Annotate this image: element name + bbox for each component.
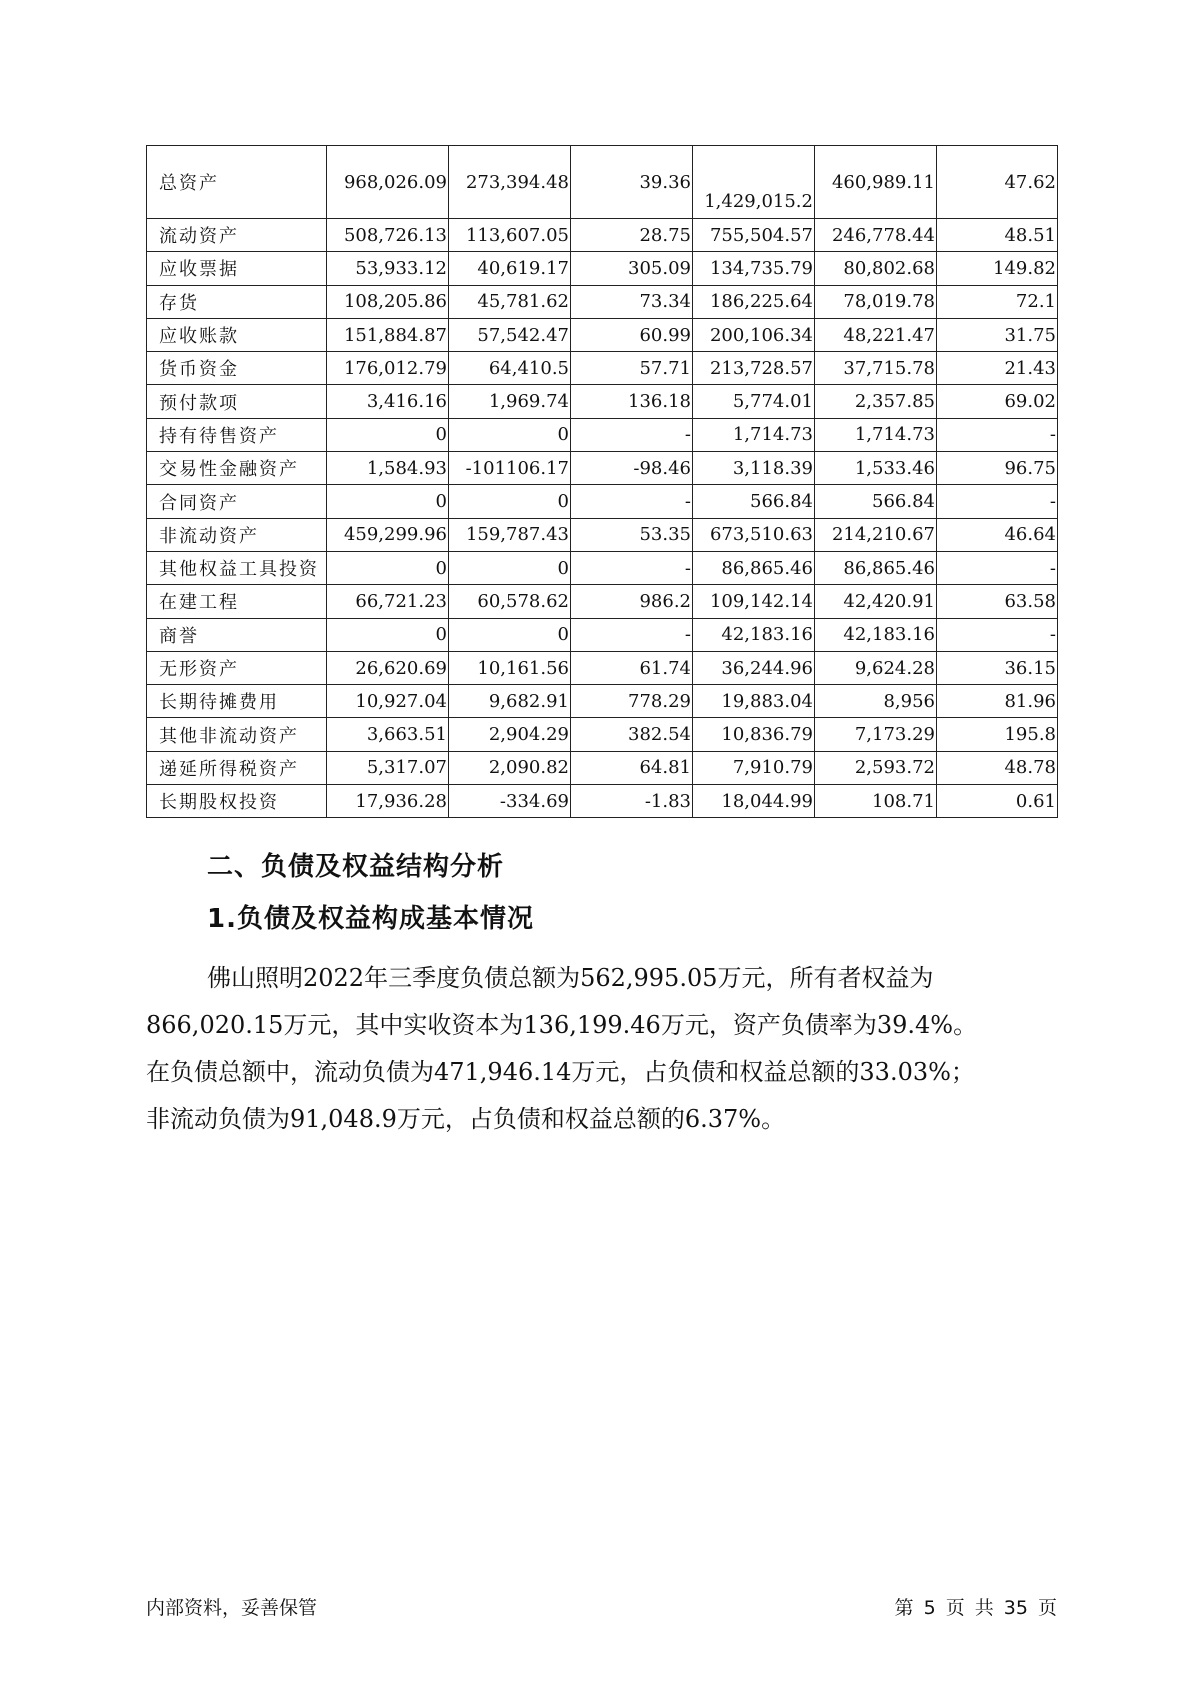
table-cell: 159,787.43 xyxy=(449,518,571,551)
table-cell: 57.71 xyxy=(571,352,693,385)
table-cell: 36.15 xyxy=(937,651,1058,684)
table-cell: 0 xyxy=(449,618,571,651)
row-label: 交易性金融资产 xyxy=(147,452,327,485)
row-label: 在建工程 xyxy=(147,585,327,618)
body-paragraph xyxy=(146,955,1057,1143)
asset-table xyxy=(146,145,1058,818)
table-cell: 195.8 xyxy=(937,718,1058,751)
table-cell: 78,019.78 xyxy=(815,285,937,318)
table-cell: 2,357.85 xyxy=(815,385,937,418)
table-cell: 200,106.34 xyxy=(693,318,815,351)
row-label: 长期待摊费用 xyxy=(147,685,327,718)
table-cell: 36,244.96 xyxy=(693,651,815,684)
table-cell: 1,429,015.2 xyxy=(693,146,815,219)
table-cell: 0 xyxy=(327,418,449,451)
table-cell: - xyxy=(571,418,693,451)
row-label: 总资产 xyxy=(147,146,327,219)
table-row xyxy=(147,418,1058,451)
table-cell: 42,183.16 xyxy=(815,618,937,651)
table-row xyxy=(147,385,1058,418)
table-cell: 10,836.79 xyxy=(693,718,815,751)
table-cell: 176,012.79 xyxy=(327,352,449,385)
table-cell: 3,118.39 xyxy=(693,452,815,485)
table-cell: - xyxy=(937,485,1058,518)
table-cell: -98.46 xyxy=(571,452,693,485)
table-cell: 39.36 xyxy=(571,146,693,219)
row-label: 无形资产 xyxy=(147,651,327,684)
table-cell: -101106.17 xyxy=(449,452,571,485)
paragraph-line: 866,020.15万元，其中实收资本为136,199.46万元，资产负债率为39.4%。 xyxy=(146,1011,978,1039)
table-cell: 47.62 xyxy=(937,146,1058,219)
table-cell: 460,989.11 xyxy=(815,146,937,219)
table-cell: 40,619.17 xyxy=(449,252,571,285)
table-cell: 86,865.46 xyxy=(693,551,815,584)
table-row xyxy=(147,146,1058,219)
table-cell: 57,542.47 xyxy=(449,318,571,351)
table-cell: 214,210.67 xyxy=(815,518,937,551)
table-cell: 0 xyxy=(449,418,571,451)
table-cell: 113,607.05 xyxy=(449,219,571,252)
table-row xyxy=(147,651,1058,684)
table-cell: 66,721.23 xyxy=(327,585,449,618)
row-label: 持有待售资产 xyxy=(147,418,327,451)
table-cell: - xyxy=(937,418,1058,451)
table-row xyxy=(147,551,1058,584)
footer-page-number: 第 5 页 共 35 页 xyxy=(894,1597,1057,1619)
table-cell: 17,936.28 xyxy=(327,785,449,818)
table-cell: 31.75 xyxy=(937,318,1058,351)
table-cell: 1,533.46 xyxy=(815,452,937,485)
table-cell: 42,420.91 xyxy=(815,585,937,618)
table-cell: 149.82 xyxy=(937,252,1058,285)
table-cell: 64.81 xyxy=(571,751,693,784)
table-cell: 0 xyxy=(327,551,449,584)
table-cell: 10,927.04 xyxy=(327,685,449,718)
table-row xyxy=(147,518,1058,551)
table-cell: 48,221.47 xyxy=(815,318,937,351)
table-cell: -1.83 xyxy=(571,785,693,818)
table-cell: 60,578.62 xyxy=(449,585,571,618)
row-label: 流动资产 xyxy=(147,219,327,252)
table-cell: 42,183.16 xyxy=(693,618,815,651)
table-cell: 26,620.69 xyxy=(327,651,449,684)
table-cell: 7,173.29 xyxy=(815,718,937,751)
row-label: 非流动资产 xyxy=(147,518,327,551)
table-cell: 28.75 xyxy=(571,219,693,252)
table-cell: 673,510.63 xyxy=(693,518,815,551)
table-cell: 53,933.12 xyxy=(327,252,449,285)
row-label: 合同资产 xyxy=(147,485,327,518)
table-cell: 81.96 xyxy=(937,685,1058,718)
table-cell: 21.43 xyxy=(937,352,1058,385)
table-cell: 18,044.99 xyxy=(693,785,815,818)
table-cell: - xyxy=(571,618,693,651)
table-cell: 755,504.57 xyxy=(693,219,815,252)
table-cell: 108.71 xyxy=(815,785,937,818)
table-row xyxy=(147,485,1058,518)
paragraph-line: 非流动负债为91,048.9万元，占负债和权益总额的6.37%。 xyxy=(146,1105,786,1133)
table-cell: 0 xyxy=(327,618,449,651)
table-row xyxy=(147,618,1058,651)
table-cell: 213,728.57 xyxy=(693,352,815,385)
table-cell: 778.29 xyxy=(571,685,693,718)
row-label: 存货 xyxy=(147,285,327,318)
table-row xyxy=(147,452,1058,485)
subsection-heading: 1.负债及权益构成基本情况 xyxy=(207,904,534,934)
table-cell: 1,969.74 xyxy=(449,385,571,418)
table-cell: 186,225.64 xyxy=(693,285,815,318)
table-cell: 2,090.82 xyxy=(449,751,571,784)
table-cell: 382.54 xyxy=(571,718,693,751)
table-cell: 3,416.16 xyxy=(327,385,449,418)
table-cell: 1,584.93 xyxy=(327,452,449,485)
table-cell: 2,593.72 xyxy=(815,751,937,784)
table-cell: 63.58 xyxy=(937,585,1058,618)
table-cell: 151,884.87 xyxy=(327,318,449,351)
table-cell: 9,624.28 xyxy=(815,651,937,684)
table-cell: 86,865.46 xyxy=(815,551,937,584)
table-cell: -334.69 xyxy=(449,785,571,818)
table-cell: - xyxy=(937,551,1058,584)
table-cell: 64,410.5 xyxy=(449,352,571,385)
table-cell: 7,910.79 xyxy=(693,751,815,784)
table-cell: 1,714.73 xyxy=(693,418,815,451)
table-row xyxy=(147,318,1058,351)
row-label: 货币资金 xyxy=(147,352,327,385)
table-cell: 69.02 xyxy=(937,385,1058,418)
table-row xyxy=(147,285,1058,318)
table-cell: 60.99 xyxy=(571,318,693,351)
table-row xyxy=(147,252,1058,285)
section-heading: 二、负债及权益结构分析 xyxy=(207,852,505,882)
row-label: 应收票据 xyxy=(147,252,327,285)
table-cell: 8,956 xyxy=(815,685,937,718)
paragraph-line: 佛山照明2022年三季度负债总额为562,995.05万元，所有者权益为 xyxy=(207,964,934,992)
table-cell: 566.84 xyxy=(815,485,937,518)
row-label: 长期股权投资 xyxy=(147,785,327,818)
table-cell: - xyxy=(937,618,1058,651)
table-cell: 109,142.14 xyxy=(693,585,815,618)
table-cell: 5,317.07 xyxy=(327,751,449,784)
table-cell: 108,205.86 xyxy=(327,285,449,318)
table-cell: 3,663.51 xyxy=(327,718,449,751)
table-cell: 986.2 xyxy=(571,585,693,618)
table-row xyxy=(147,785,1058,818)
table-cell: 9,682.91 xyxy=(449,685,571,718)
table-cell: - xyxy=(571,551,693,584)
table-cell: 72.1 xyxy=(937,285,1058,318)
table-cell: 46.64 xyxy=(937,518,1058,551)
table-cell: 2,904.29 xyxy=(449,718,571,751)
footer-confidential-note: 内部资料，妥善保管 xyxy=(146,1597,318,1619)
table-cell: 508,726.13 xyxy=(327,219,449,252)
table-row xyxy=(147,352,1058,385)
table-row xyxy=(147,718,1058,751)
table-cell: 0 xyxy=(327,485,449,518)
table-cell: 19,883.04 xyxy=(693,685,815,718)
row-label: 其他非流动资产 xyxy=(147,718,327,751)
table-cell: 459,299.96 xyxy=(327,518,449,551)
table-cell: 305.09 xyxy=(571,252,693,285)
table-cell: 0.61 xyxy=(937,785,1058,818)
table-cell: 37,715.78 xyxy=(815,352,937,385)
table-cell: 0 xyxy=(449,485,571,518)
table-row xyxy=(147,585,1058,618)
table-cell: 5,774.01 xyxy=(693,385,815,418)
table-cell: 1,714.73 xyxy=(815,418,937,451)
row-label: 递延所得税资产 xyxy=(147,751,327,784)
table-cell: 273,394.48 xyxy=(449,146,571,219)
table-cell: 45,781.62 xyxy=(449,285,571,318)
row-label: 其他权益工具投资 xyxy=(147,551,327,584)
table-cell: 61.74 xyxy=(571,651,693,684)
table-cell: 80,802.68 xyxy=(815,252,937,285)
table-cell: 53.35 xyxy=(571,518,693,551)
table-cell: 48.78 xyxy=(937,751,1058,784)
table-cell: 136.18 xyxy=(571,385,693,418)
table-row xyxy=(147,219,1058,252)
table-cell: 96.75 xyxy=(937,452,1058,485)
table-cell: 73.34 xyxy=(571,285,693,318)
table-cell: 566.84 xyxy=(693,485,815,518)
table-row xyxy=(147,685,1058,718)
row-label: 商誉 xyxy=(147,618,327,651)
row-label: 预付款项 xyxy=(147,385,327,418)
table-row xyxy=(147,751,1058,784)
paragraph-line: 在负债总额中，流动负债为471,946.14万元，占负债和权益总额的33.03%； xyxy=(146,1058,975,1086)
table-cell: - xyxy=(571,485,693,518)
row-label: 应收账款 xyxy=(147,318,327,351)
table-cell: 246,778.44 xyxy=(815,219,937,252)
table-cell: 968,026.09 xyxy=(327,146,449,219)
table-cell: 10,161.56 xyxy=(449,651,571,684)
table-cell: 134,735.79 xyxy=(693,252,815,285)
table-cell: 48.51 xyxy=(937,219,1058,252)
table-cell: 0 xyxy=(449,551,571,584)
